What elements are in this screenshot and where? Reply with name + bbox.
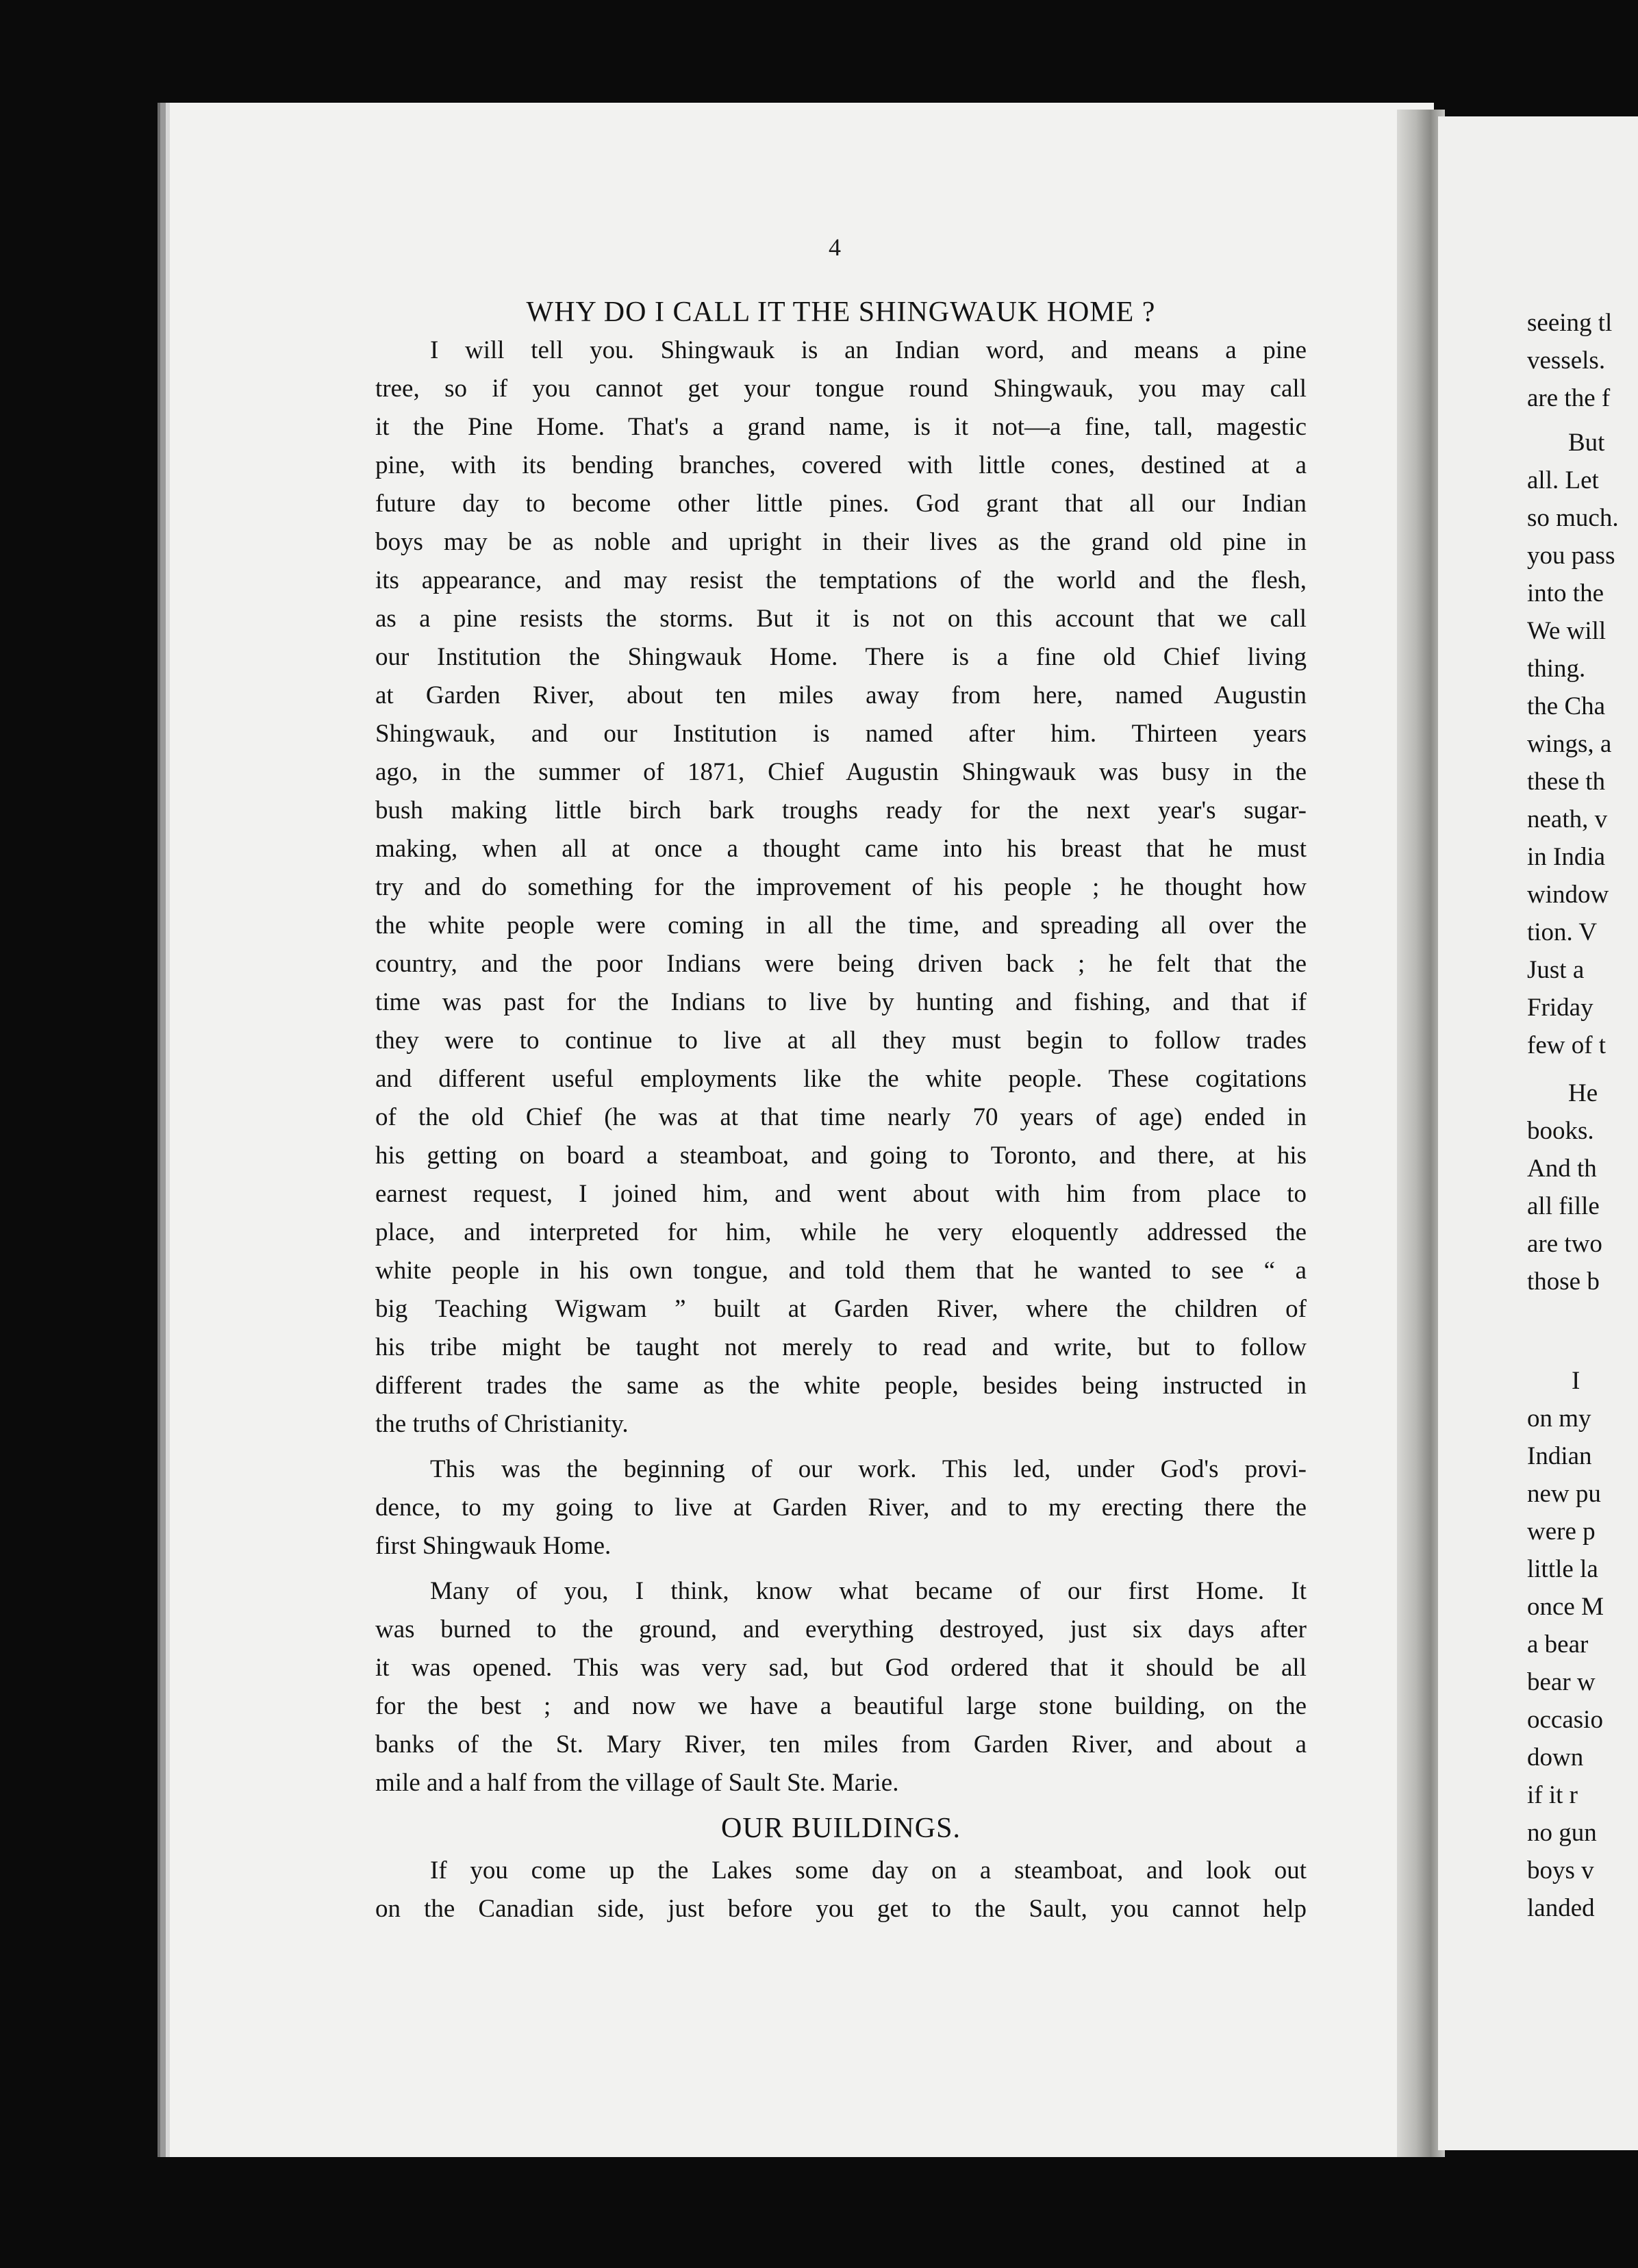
- facing-page-fragment: I: [1572, 1367, 1580, 1395]
- text-line: they were to continue to live at all they must begin to follow trades: [375, 1026, 1307, 1055]
- text-line: and different useful employments like the white people. These cogitations: [375, 1065, 1307, 1093]
- facing-page-fragment: a bear: [1527, 1630, 1589, 1659]
- facing-page-fragment: in India: [1527, 843, 1606, 871]
- facing-page-fragment: bear w: [1527, 1668, 1596, 1696]
- text-line: mile and a half from the village of Sault Ste. Marie.: [375, 1769, 899, 1797]
- facing-page-fragment: are two: [1527, 1230, 1602, 1258]
- text-line: Many of you, I think, know what became of our first Home. It: [430, 1577, 1307, 1605]
- text-line: place, and interpreted for him, while he very eloquently addressed the: [375, 1218, 1307, 1246]
- facing-page-fragment: books.: [1527, 1117, 1594, 1145]
- facing-page-fragment: We will: [1527, 617, 1606, 645]
- facing-page-fragment: But: [1568, 429, 1605, 457]
- text-line: pine, with its bending branches, covered with little cones, destined at a: [375, 451, 1307, 479]
- text-line: our Institution the Shingwauk Home. There is a fine old Chief living: [375, 643, 1307, 671]
- facing-page-fragment: all. Let: [1527, 466, 1599, 494]
- facing-page-fragment: you pass: [1527, 542, 1615, 570]
- text-line: its appearance, and may resist the temptations of the world and the flesh,: [375, 566, 1307, 594]
- main-text: [375, 293, 1307, 1935]
- text-line: big Teaching Wigwam ” built at Garden River, where the children of: [375, 1295, 1307, 1323]
- facing-page-fragment: new pu: [1527, 1480, 1601, 1508]
- text-line: making, when all at once a thought came into his breast that he must: [375, 835, 1307, 863]
- text-line: time was past for the Indians to live by hunting and fishing, and that if: [375, 988, 1307, 1016]
- text-line: ago, in the summer of 1871, Chief Augustin Shingwauk was busy in the: [375, 758, 1307, 786]
- text-line: bush making little birch bark troughs ready for the next year's sugar-: [375, 796, 1307, 824]
- facing-page-fragment: if it r: [1527, 1781, 1578, 1809]
- facing-page-fragment: into the: [1527, 579, 1604, 607]
- text-line: the white people were coming in all the time, and spreading all over the: [375, 911, 1307, 940]
- facing-page-fragment: neath, v: [1527, 805, 1608, 833]
- text-line: the truths of Christianity.: [375, 1410, 629, 1438]
- text-line: at Garden River, about ten miles away from here, named Augustin: [375, 681, 1307, 709]
- facing-page-fragment: wings, a: [1527, 730, 1612, 758]
- facing-page-fragment: no gun: [1527, 1819, 1597, 1847]
- facing-page-fragment: thing.: [1527, 655, 1586, 683]
- text-line: Shingwauk, and our Institution is named after him. Thirteen years: [375, 720, 1307, 748]
- facing-page-fragment: were p: [1527, 1517, 1596, 1546]
- facing-page-fragment: seeing tl: [1527, 309, 1613, 337]
- facing-page-fragment: boys v: [1527, 1856, 1594, 1885]
- text-line: If you come up the Lakes some day on a steamboat, and look out: [430, 1856, 1307, 1885]
- text-line: This was the beginning of our work. This led, under God's provi-: [430, 1455, 1307, 1483]
- text-line: his getting on board a steamboat, and going to Toronto, and there, at his: [375, 1142, 1307, 1170]
- paragraph-3: [375, 1572, 1307, 1802]
- text-line: tree, so if you cannot get your tongue round Shingwauk, you may call: [375, 375, 1307, 403]
- text-line: it was opened. This was very sad, but God ordered that it should be all: [375, 1654, 1307, 1682]
- text-line: of the old Chief (he was at that time nearly 70 years of age) ended in: [375, 1103, 1307, 1131]
- facing-page-fragment: those b: [1527, 1268, 1600, 1296]
- text-line: future day to become other little pines. God grant that all our Indian: [375, 490, 1307, 518]
- text-line: banks of the St. Mary River, ten miles from Garden River, and about a: [375, 1730, 1307, 1759]
- text-line: for the best ; and now we have a beautiful large stone building, on the: [375, 1692, 1307, 1720]
- facing-page-fragment: occasio: [1527, 1706, 1603, 1734]
- paragraph-4: [375, 1852, 1307, 1928]
- facing-page-fragment: down: [1527, 1743, 1584, 1772]
- facing-page-fragment: all fille: [1527, 1192, 1600, 1220]
- page-number: 4: [829, 234, 841, 261]
- facing-page-fragment: vessels.: [1527, 346, 1606, 375]
- facing-page-fragment: once M: [1527, 1593, 1604, 1621]
- paragraph-2: [375, 1450, 1307, 1565]
- text-line: try and do something for the improvement of his people ; he thought how: [375, 873, 1307, 901]
- text-line: earnest request, I joined him, and went about with him from place to: [375, 1180, 1307, 1208]
- text-line: on the Canadian side, just before you get to the Sault, you cannot help: [375, 1895, 1307, 1923]
- heading-why-shingwauk: WHY DO I CALL IT THE SHINGWAUK HOME ?: [526, 297, 1156, 328]
- facing-page-fragment: little la: [1527, 1555, 1598, 1583]
- text-line: different trades the same as the white people, besides being instructed in: [375, 1372, 1307, 1400]
- facing-page-fragment: landed: [1527, 1894, 1595, 1922]
- text-line: as a pine resists the storms. But it is not on this account that we call: [375, 605, 1307, 633]
- facing-page-fragment: tion. V: [1527, 918, 1598, 946]
- text-line: was burned to the ground, and everything destroyed, just six days after: [375, 1615, 1307, 1643]
- facing-page-fragment: He: [1568, 1079, 1598, 1107]
- text-line: dence, to my going to live at Garden River, and to my erecting there the: [375, 1494, 1307, 1522]
- facing-page-fragment: so much.: [1527, 504, 1619, 532]
- facing-page-fragment: window: [1527, 881, 1609, 909]
- facing-page-fragment: Friday: [1527, 994, 1593, 1022]
- paragraph-1: [375, 331, 1307, 1444]
- text-line: country, and the poor Indians were being driven back ; he felt that the: [375, 950, 1307, 978]
- facing-page-fragment: are the f: [1527, 384, 1611, 412]
- heading-our-buildings: OUR BUILDINGS.: [721, 1813, 961, 1844]
- facing-page-fragment: Just a: [1527, 956, 1585, 984]
- facing-page-fragment: And th: [1527, 1155, 1597, 1183]
- text-line: boys may be as noble and upright in their lives as the grand old pine in: [375, 528, 1307, 556]
- text-line: white people in his own tongue, and told them that he wanted to see “ a: [375, 1257, 1307, 1285]
- text-line: I will tell you. Shingwauk is an Indian word, and means a pine: [430, 336, 1307, 364]
- facing-page-fragment: on my: [1527, 1404, 1591, 1433]
- text-line: first Shingwauk Home.: [375, 1532, 612, 1560]
- right-page: [1438, 116, 1638, 2150]
- facing-page-fragment: these th: [1527, 768, 1606, 796]
- text-line: it the Pine Home. That's a grand name, is it not—a fine, tall, magestic: [375, 413, 1307, 441]
- text-line: his tribe might be taught not merely to read and write, but to follow: [375, 1333, 1307, 1361]
- facing-page-fragment: Indian: [1527, 1442, 1592, 1470]
- facing-page-fragment: the Cha: [1527, 692, 1606, 720]
- facing-page-fragment: few of t: [1527, 1031, 1606, 1059]
